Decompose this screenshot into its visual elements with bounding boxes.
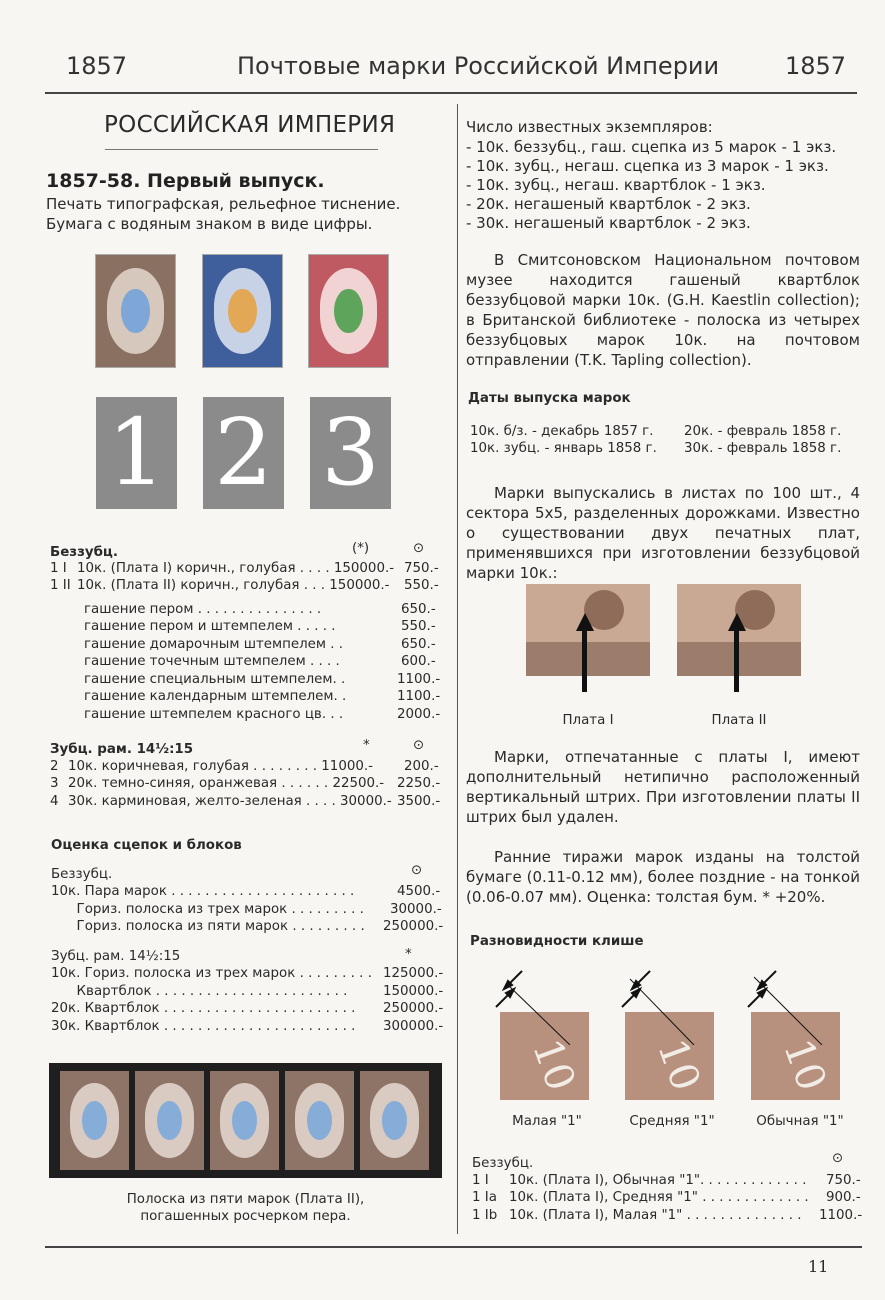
issue-heading: 1857-58. Первый выпуск. (46, 170, 325, 192)
header-year-right: 1857 (785, 52, 847, 80)
variety-row-value: 1100.- (819, 1208, 863, 1223)
strip-caption-2: погашенных росчерком пера. (140, 1209, 351, 1224)
imperf-row-no: 1 II (50, 578, 71, 593)
cancel-row-value: 650.- (401, 637, 436, 652)
imperf-row-text: 10к. (Плата I) коричн., голубая . . . . 150000.- (77, 561, 395, 576)
cancel-row-value: 650.- (401, 602, 436, 617)
cancel-row-text: гашение специальным штемпелем. . (84, 672, 346, 687)
perf-row-value: 200.- (404, 759, 439, 774)
plate-note-paragraph: Марки, отпечатанные с платы I, имеют дополнительный нетипично расположенный вертикальный штрих. При изготовлении платы II штрих был удален. (466, 748, 860, 826)
cancel-row-text: гашение пером и штемпелем . . . . . (84, 619, 336, 634)
date-20k: 20к. - февраль 1858 г. (684, 424, 842, 439)
variety-row-no: 1 Ib (472, 1208, 498, 1223)
known-item: - 30к. негашеный квартблок - 2 экз. (466, 214, 751, 232)
stamp-10k-image (95, 254, 176, 368)
perf-col-unused: * (363, 738, 370, 753)
date-10k-imperf: 10к. б/з. - декабрь 1857 г. (470, 424, 654, 439)
block-row-text: Гориз. полоска из трех марок . . . . . . . . . (51, 902, 364, 917)
block-row-text: 30к. Квартблок . . . . . . . . . . . . . . . . . . . . . . . (51, 1019, 356, 1034)
variety-row-no: 1 Ia (472, 1190, 497, 1205)
blocks-perf-label: Зубц. рам. 14½:15 (51, 949, 181, 964)
watermark-1: 1 (96, 397, 177, 509)
block-row-value: 4500.- (397, 884, 441, 899)
perf-row-no: 4 (50, 794, 59, 809)
stamp-strip-image (49, 1063, 442, 1178)
watermark-3: 3 (310, 397, 391, 509)
block-row-value: 150000.- (383, 984, 444, 999)
blocks-imperf-label: Беззубц. (51, 867, 113, 882)
sheets-paragraph: Марки выпускались в листах по 100 шт., 4 сектора 5x5, разделенных дорожками. Известно о существовании двух печатных плат, применявшихся при изготовлении беззубцовой марки 10к.: (466, 484, 860, 582)
cancel-row-value: 1100.- (397, 689, 441, 704)
stamp-20k-image (202, 254, 283, 368)
paper-note-paragraph: Ранние тиражи марок изданы на толстой бумаге (0.11-0.12 мм), более поздние - на тонкой (0.06-0.07 мм). Оценка: толстая бум. * +20%. (466, 848, 860, 906)
block-row-value: 300000.- (383, 1019, 444, 1034)
issue-desc-1: Печать типографская, рельефное тиснение. (46, 195, 401, 213)
perf-row-no: 3 (50, 776, 59, 791)
imperf-row-value: 550.- (404, 578, 439, 593)
imperf-col-used: ⊙ (413, 541, 425, 556)
header-rule (45, 92, 857, 94)
block-row-text: Гориз. полоска из пяти марок . . . . . . . . . (51, 919, 365, 934)
column-divider (457, 104, 458, 1234)
perf-row-text: 10к. коричневая, голубая . . . . . . . . 11000.- (68, 759, 373, 774)
perf-col-used: ⊙ (413, 738, 425, 753)
plate-1-arrow-shaft (582, 628, 587, 692)
variety-row-text: 10к. (Плата I), Обычная "1". . . . . . . . . . . . . (509, 1173, 807, 1188)
imperf-row-text: 10к. (Плата II) коричн., голубая . . . 150000.- (77, 578, 390, 593)
block-row-value: 250000.- (383, 919, 444, 934)
dates-heading: Даты выпуска марок (468, 391, 631, 406)
block-row-text: 10к. Пара марок . . . . . . . . . . . . . . . . . . . . . . (51, 884, 355, 899)
cancel-row-value: 1100.- (397, 672, 441, 687)
date-30k: 30к. - февраль 1858 г. (684, 441, 842, 456)
header-title: Почтовые марки Российской Империи (237, 52, 720, 80)
cancel-row-text: гашение точечным штемпелем . . . . (84, 654, 340, 669)
variety-row-no: 1 I (472, 1173, 489, 1188)
stamp-30k-image (308, 254, 389, 368)
cancel-row-value: 600.- (401, 654, 436, 669)
block-row-value: 250000.- (383, 1001, 444, 1016)
cliche-arrows-icon (490, 965, 850, 1045)
date-10k-perf: 10к. зубц. - январь 1858 г. (470, 441, 657, 456)
perf-row-no: 2 (50, 759, 59, 774)
cancel-row-text: гашение календарным штемпелем. . (84, 689, 347, 704)
imperf-row-value: 750.- (404, 561, 439, 576)
block-row-value: 30000.- (390, 902, 442, 917)
strip-caption-1: Полоска из пяти марок (Плата II), (126, 1192, 365, 1207)
variety-row-text: 10к. (Плата I), Средняя "1" . . . . . . . . . . . . . (509, 1190, 809, 1205)
known-item: - 20к. негашеный квартблок - 2 экз. (466, 195, 751, 213)
variety-row-text: 10к. (Плата I), Малая "1" . . . . . . . . . . . . . . (509, 1208, 802, 1223)
section-title: РОССИЙСКАЯ ИМПЕРИЯ (104, 112, 396, 138)
varieties-col: ⊙ (832, 1151, 844, 1166)
plate-1-label: Плата I (562, 713, 614, 728)
issue-desc-2: Бумага с водяным знаком в виде цифры. (46, 215, 373, 233)
perf-row-text: 30к. карминовая, желто-зеленая . . . . 30000.- (68, 794, 392, 809)
cancel-row-text: гашение домарочным штемпелем . . (84, 637, 344, 652)
plate-2-label: Плата II (711, 713, 767, 728)
known-lead: Число известных экземпляров: (466, 118, 713, 136)
perf-row-text: 20к. темно-синяя, оранжевая . . . . . . 22500.- (68, 776, 385, 791)
cliche-digit: 10 (523, 1033, 584, 1097)
cliche-digit: 10 (648, 1033, 709, 1097)
title-underline (105, 149, 378, 150)
cliche-digit: 10 (774, 1033, 835, 1097)
header-year-left: 1857 (66, 52, 128, 80)
perf-row-value: 2250.- (397, 776, 441, 791)
imperf-col-unused: (*) (352, 541, 370, 556)
known-item: - 10к. зубц., негаш. квартблок - 1 экз. (466, 176, 766, 194)
known-item: - 10к. беззубц., гаш. сцепка из 5 марок - 1 экз. (466, 138, 837, 156)
cancel-row-text: гашение штемпелем красного цв. . . (84, 707, 344, 722)
blocks-imperf-col: ⊙ (411, 863, 423, 878)
plate-2-arrow-shaft (734, 628, 739, 692)
cancel-row-value: 2000.- (397, 707, 441, 722)
block-row-text: Квартблок . . . . . . . . . . . . . . . . . . . . . . . (51, 984, 348, 999)
imperf-heading: Беззубц. (50, 545, 118, 560)
block-row-value: 125000.- (383, 966, 444, 981)
varieties-imperf-label: Беззубц. (472, 1156, 534, 1171)
varieties-heading: Разновидности клише (470, 934, 644, 949)
variety-row-value: 900.- (826, 1190, 861, 1205)
cliche-medium-label: Средняя "1" (629, 1114, 715, 1129)
footer-rule (45, 1246, 862, 1248)
perf-row-value: 3500.- (397, 794, 441, 809)
page-number: 11 (808, 1257, 829, 1276)
cliche-small-label: Малая "1" (512, 1114, 582, 1129)
blocks-perf-col: * (405, 947, 412, 962)
imperf-row-no: 1 I (50, 561, 67, 576)
museum-paragraph: В Смитсоновском Национальном почтовом музее находится гашеный квартблок беззубцовой марки 10к. (G.H. Kaestlin collection); в Британской библиотеке - полоска из четырех беззубцовых марок 10к. на почтовом отправлении (T.K. Tapling collection). (466, 251, 860, 369)
cancel-row-text: гашение пером . . . . . . . . . . . . . . . (84, 602, 322, 617)
known-item: - 10к. зубц., негаш. сцепка из 3 марок - 1 экз. (466, 157, 829, 175)
block-row-text: 20к. Квартблок . . . . . . . . . . . . . . . . . . . . . . . (51, 1001, 356, 1016)
blocks-heading: Оценка сцепок и блоков (51, 838, 242, 853)
variety-row-value: 750.- (826, 1173, 861, 1188)
cliche-normal-label: Обычная "1" (756, 1114, 844, 1129)
cancel-row-value: 550.- (401, 619, 436, 634)
watermark-2: 2 (203, 397, 284, 509)
perf-heading: Зубц. рам. 14½:15 (50, 742, 194, 757)
block-row-text: 10к. Гориз. полоска из трех марок . . . . . . . . . (51, 966, 372, 981)
